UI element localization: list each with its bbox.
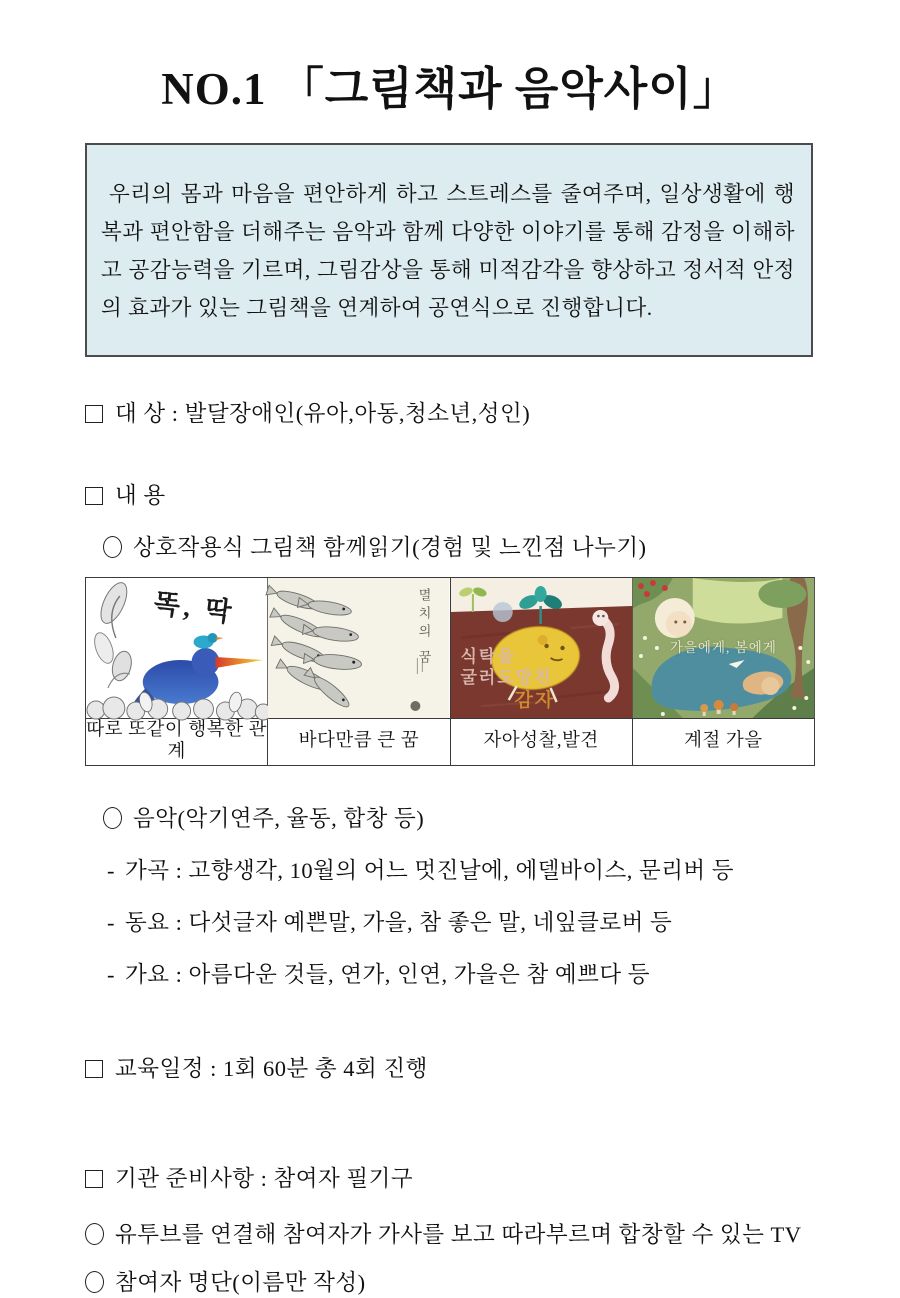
book-cover-potato bbox=[451, 578, 632, 718]
music-sub-gagok bbox=[103, 856, 815, 886]
book-caption-3: 자아성찰,발견 bbox=[450, 719, 632, 766]
music-sub-dongyo-text: 동요 : 다섯글자 예쁜말, 가을, 참 좋은 말, 네잎클로버 등 bbox=[125, 910, 673, 935]
music-sub-dongyo bbox=[103, 908, 815, 938]
dash-bullet: - bbox=[107, 858, 115, 883]
book-caption-2: 바다만큼 큰 꿈 bbox=[268, 719, 450, 766]
circle-bullet-icon bbox=[85, 1271, 104, 1293]
content-item-music-text: 음악(악기연주, 율동, 합창 등) bbox=[133, 806, 425, 831]
book-cover-cell-4 bbox=[632, 578, 814, 719]
book-cover-title-4: 가을에게, 봄에게 bbox=[669, 640, 777, 655]
content-item-reading bbox=[103, 533, 815, 563]
book-cover-cell-3 bbox=[450, 578, 632, 719]
square-bullet-icon bbox=[85, 487, 103, 505]
book-cover-title-3-line2: 굴러도망친 bbox=[460, 667, 553, 687]
section-preparation-text: 기관 준비사항 : 참여자 필기구 bbox=[115, 1166, 414, 1191]
book-cover-cell-2 bbox=[268, 578, 450, 719]
intro-text-box bbox=[85, 143, 813, 357]
book-caption-1: 따로 또같이 행복한 관계 bbox=[86, 719, 268, 766]
square-bullet-icon bbox=[85, 1170, 103, 1188]
book-cover-title-3-line1: 식탁을 bbox=[460, 646, 516, 666]
book-cover-row bbox=[86, 578, 815, 719]
prep-item-tv bbox=[85, 1220, 815, 1250]
content-item-music bbox=[103, 804, 815, 834]
book-cover-cell-1 bbox=[86, 578, 268, 719]
book-caption-row bbox=[86, 719, 815, 766]
circle-bullet-icon bbox=[85, 1223, 104, 1245]
book-cover-title-1: 똑, 딱 bbox=[152, 588, 237, 628]
book-cover-title-3-accent: 감자 bbox=[514, 690, 556, 711]
music-sub-gayo-text: 가요 : 아름다운 것들, 연가, 인연, 가을은 참 예쁘다 등 bbox=[125, 962, 650, 987]
intro-text: 우리의 몸과 마음을 편안하게 하고 스트레스를 줄여주며, 일상생활에 행복과 편안함을 더해주는 음악과 함께 다양한 이야기를 통해 감정을 이해하고 공감능력을 기르며, 그림감상을 통해 미적감각을 향상하고 정서적 안정의 효과가 있는 그림책을 연계하여 공연식으로 진행합니다. bbox=[101, 182, 795, 320]
book-table bbox=[85, 577, 815, 766]
square-bullet-icon bbox=[85, 405, 103, 423]
circle-bullet-icon bbox=[103, 807, 122, 829]
book-cover-anchovy-dream bbox=[268, 578, 449, 718]
section-schedule bbox=[85, 1054, 815, 1084]
book-cover-title-2: 멸치의 꿈 bbox=[416, 588, 432, 669]
dash-bullet: - bbox=[107, 962, 115, 987]
page-title: NO.1 「그림책과 음악사이」 bbox=[161, 64, 739, 114]
prep-item-tv-text: 유투브를 연결해 참여자가 가사를 보고 따라부르며 합창할 수 있는 TV bbox=[115, 1222, 802, 1247]
music-sub-gagok-text: 가곡 : 고향생각, 10월의 어느 멋진날에, 에델바이스, 문리버 등 bbox=[125, 858, 735, 883]
book-cover-tok-tak bbox=[86, 578, 267, 718]
content-item-reading-text: 상호작용식 그림책 함께읽기(경험 및 느낀점 나누기) bbox=[133, 535, 647, 560]
book-caption-4: 계절 가을 bbox=[632, 719, 814, 766]
book-cover-title-3 bbox=[461, 646, 553, 689]
section-content bbox=[85, 481, 815, 511]
square-bullet-icon bbox=[85, 1060, 103, 1078]
music-sub-gayo bbox=[103, 960, 815, 990]
section-preparation bbox=[85, 1164, 815, 1194]
section-target bbox=[85, 399, 815, 429]
book-cover-autumn-spring bbox=[633, 578, 814, 718]
circle-bullet-icon bbox=[103, 536, 122, 558]
section-content-text: 내 용 bbox=[115, 483, 166, 508]
section-schedule-text: 교육일정 : 1회 60분 총 4회 진행 bbox=[115, 1056, 428, 1081]
dash-bullet: - bbox=[107, 910, 115, 935]
prep-item-roster bbox=[85, 1268, 815, 1298]
prep-item-roster-text: 참여자 명단(이름만 작성) bbox=[115, 1270, 366, 1295]
section-target-text: 대 상 : 발달장애인(유아,아동,청소년,성인) bbox=[115, 401, 531, 426]
